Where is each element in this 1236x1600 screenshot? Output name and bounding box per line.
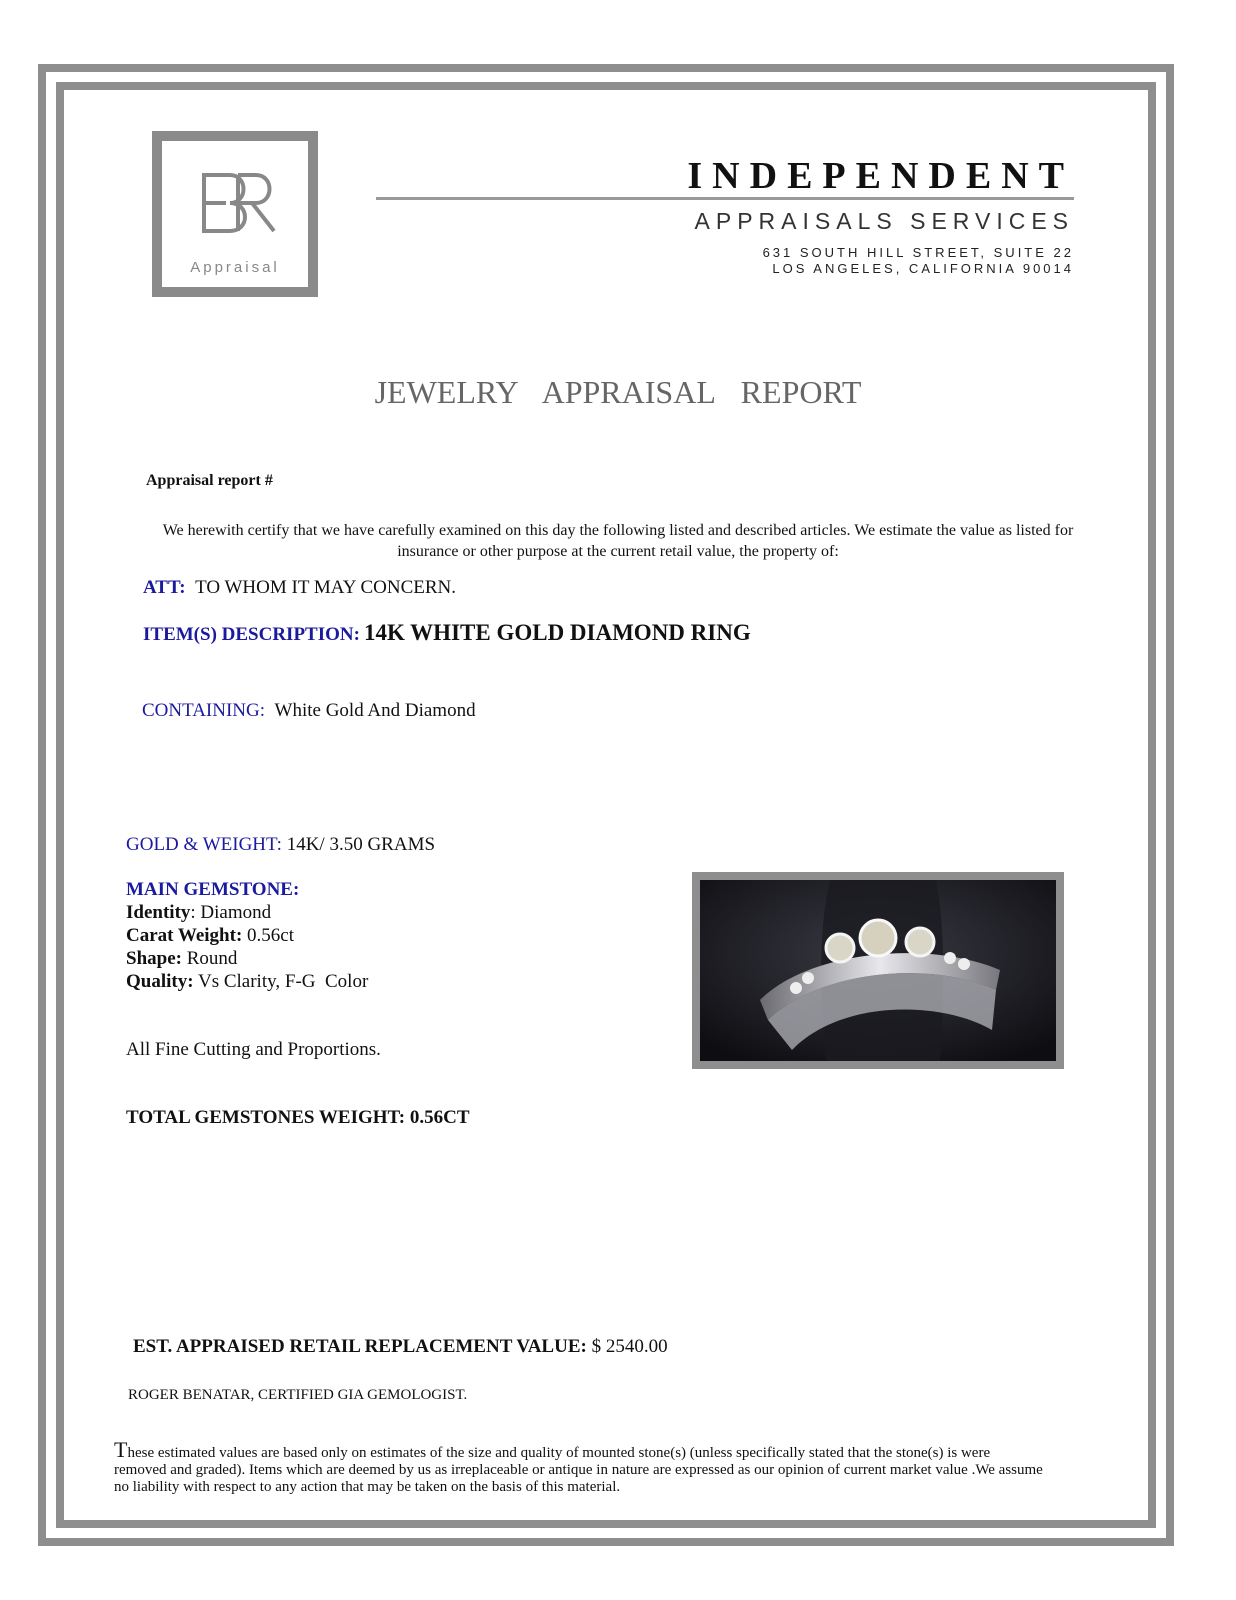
disclaimer-initial: T [114, 1437, 128, 1462]
certification-text: We herewith certify that we have carefully examined on this day the following listed and described articles. We estimate the value as listed for insurance or other purpose at the current retail value, the property of: [162, 522, 1074, 560]
report-title: JEWELRY APPRAISAL REPORT [374, 374, 862, 410]
appraised-value-amount: $ 2540.00 [591, 1336, 668, 1357]
appraisal-logo [152, 131, 318, 297]
logo-caption: Appraisal [190, 259, 280, 276]
shape-label: Shape: [126, 948, 182, 969]
shape-value: Round [186, 948, 238, 969]
gold-weight-label: GOLD & WEIGHT: [126, 834, 282, 855]
report-number-label: Appraisal report # [146, 472, 273, 489]
shape-line [126, 948, 237, 970]
br-monogram-icon [190, 169, 280, 239]
containing-value: White Gold And Diamond [274, 700, 476, 721]
cutting-note: All Fine Cutting and Proportions. [126, 1039, 381, 1060]
disclaimer-text: hese estimated values are based only on estimates of the size and quality of mounted stone(s) (unless specifically stated that the stone(s) is were removed and graded). Items which are deemed by us as irreplaceable or antique in nature are expressed as our opinion of current market value .We assume no liability with respect to any action that may be taken on the basis of this material. [114, 1445, 1043, 1495]
gemologist-signature-line: ROGER BENATAR, CERTIFIED GIA GEMOLOGIST. [128, 1387, 468, 1403]
identity-line [126, 902, 271, 924]
identity-label: Identity [126, 902, 191, 923]
quality-line [126, 971, 368, 993]
address-line-1: 631 SOUTH HILL STREET, SUITE 22 [762, 245, 1074, 260]
item-description-value: 14K WHITE GOLD DIAMOND RING [363, 620, 751, 645]
company-services: APPRAISALS SERVICES [694, 208, 1074, 234]
total-gemstones-weight: TOTAL GEMSTONES WEIGHT: 0.56CT [126, 1107, 470, 1128]
quality-value: Vs Clarity, F-G Color [197, 971, 369, 992]
quality-label: Quality: [126, 971, 194, 992]
containing-line [142, 700, 476, 722]
item-description-line [143, 620, 751, 646]
appraised-value-label: EST. APPRAISED RETAIL REPLACEMENT VALUE: [133, 1336, 587, 1357]
header-rule [376, 197, 1074, 200]
carat-value: 0.56ct [247, 925, 294, 946]
containing-label: CONTAINING: [142, 700, 266, 721]
disclaimer [114, 1437, 1044, 1496]
att-value: TO WHOM IT MAY CONCERN. [195, 577, 457, 598]
diamond-ring-image [700, 880, 1056, 1061]
item-description-label: ITEM(S) DESCRIPTION: [143, 624, 360, 645]
company-name: INDEPENDENT [687, 155, 1074, 197]
main-gemstone-heading: MAIN GEMSTONE: [126, 879, 300, 900]
att-line [143, 577, 456, 599]
gold-weight-line [126, 834, 435, 856]
address-line-2: LOS ANGELES, CALIFORNIA 90014 [772, 261, 1074, 276]
carat-label: Carat Weight: [126, 925, 243, 946]
gold-weight-value: 14K/ 3.50 GRAMS [286, 834, 436, 855]
ring-photo [692, 872, 1064, 1069]
att-label: ATT: [143, 577, 186, 598]
appraised-value-line [133, 1336, 668, 1358]
inner-border [56, 82, 1156, 1528]
identity-value: : Diamond [190, 902, 272, 923]
carat-line [126, 925, 294, 947]
